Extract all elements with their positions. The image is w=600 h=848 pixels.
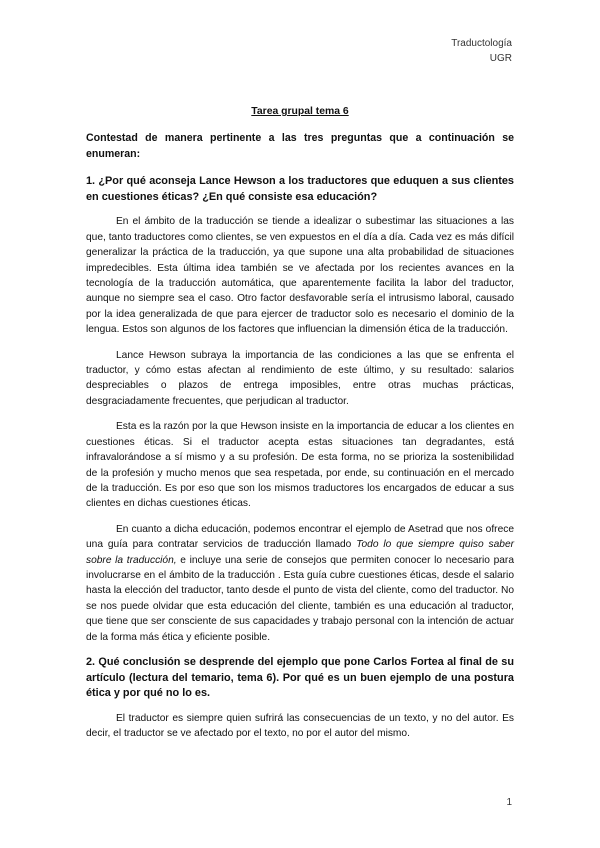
- paragraph-4-text-start: En cuanto a dicha educación, podemos encontrar el ejemplo de Asetrad que nos ofrece una guía para contratar servicios de traducción llamado: [86, 523, 514, 551]
- paragraph-4-text-end: e incluye una serie de consejos que permiten conocer lo necesario para involucrarse en el ámbito de la traducción . Esta guía cubre cuestiones éticas, desde el salario hasta la elección del traductor, tanto desde el punto de vista del cliente, como del traductor. No se nos puede olvidar que esta educación del cliente, también es una educación al traductor, que tiene que ser consciente de sus capacidades y trabajo personal con la intención de actuar de la forma más ética y eficiente posible.: [86, 554, 514, 643]
- document-title: Tarea grupal tema 6: [251, 106, 349, 117]
- answer-1-paragraph-2: Lance Hewson subraya la importancia de las condiciones a las que se enfrenta el traductor, y cómo estas afectan al rendimiento de este último, y su resultado: salarios despreciables o plazos de entrega imposibles, entre otras muchas prácticas, desgraciadamente frecuentes, que perjudican al traductor.: [86, 349, 514, 407]
- question-2: 2. Qué conclusión se desprende del ejemplo que pone Carlos Fortea al final de su artículo (lectura del temario, tema 6). Por qué es un buen ejemplo de una postura ética y por qué no lo es.: [86, 655, 514, 700]
- question-1: 1. ¿Por qué aconseja Lance Hewson a los traductores que eduquen a sus clientes en cuestiones éticas? ¿En qué consiste esa educación?: [86, 175, 514, 203]
- page-header: [451, 36, 512, 66]
- document-body: [86, 104, 514, 752]
- answer-1-paragraph-4: [86, 522, 514, 645]
- guide-title-italic: Todo lo que siempre quiso saber sobre la traducción,: [86, 539, 514, 566]
- header-course: Traductología: [451, 38, 512, 49]
- answer-1-paragraph-3: Esta es la razón por la que Hewson insiste en la importancia de educar a los clientes en cuestiones éticas. Si el traductor acepta estas situaciones tan degradantes, está infravalorándose a sí mismo y a su profesión. De esta forma, no se prioriza la sostenibilidad de la profesión y mucho menos que sea respetada, por ende, su continuación en el mercado de la traducción. Es por eso que son los mismos traductores los encargados de educar a sus clientes en dichas cuestiones éticas.: [86, 421, 514, 510]
- header-university: UGR: [489, 53, 512, 64]
- answer-2-paragraph-1: El traductor es siempre quien sufrirá las consecuencias de un texto, y no del autor. Es decir, el traductor se ve afectado por el texto, no por el autor del mismo.: [86, 712, 514, 740]
- assignment-instructions: Contestad de manera pertinente a las tres preguntas que a continuación se enumeran:: [86, 132, 514, 160]
- page-number: 1: [506, 797, 512, 808]
- answer-1-paragraph-1: En el ámbito de la traducción se tiende a idealizar o subestimar las situaciones a las que, tanto traductores como clientes, se ven expuestos en el día a día. Cada vez es más difícil generalizar la práctica de la traducción, ya que supone una alta probabilidad de situaciones impredecibles. Esta última idea también se ve afectada por los recientes avances en la tecnología de la traducción automática, que aparentemente facilita la labor del traductor, aunque no siempre sea el caso. Otro factor desfavorable sería el intrusismo laboral, causado por la idea generalizada de que para ejercer de traductor solo es necesario el dominio de la lengua. Estos son algunos de los factores que influencian la dimensión ética de la traducción.: [86, 216, 514, 336]
